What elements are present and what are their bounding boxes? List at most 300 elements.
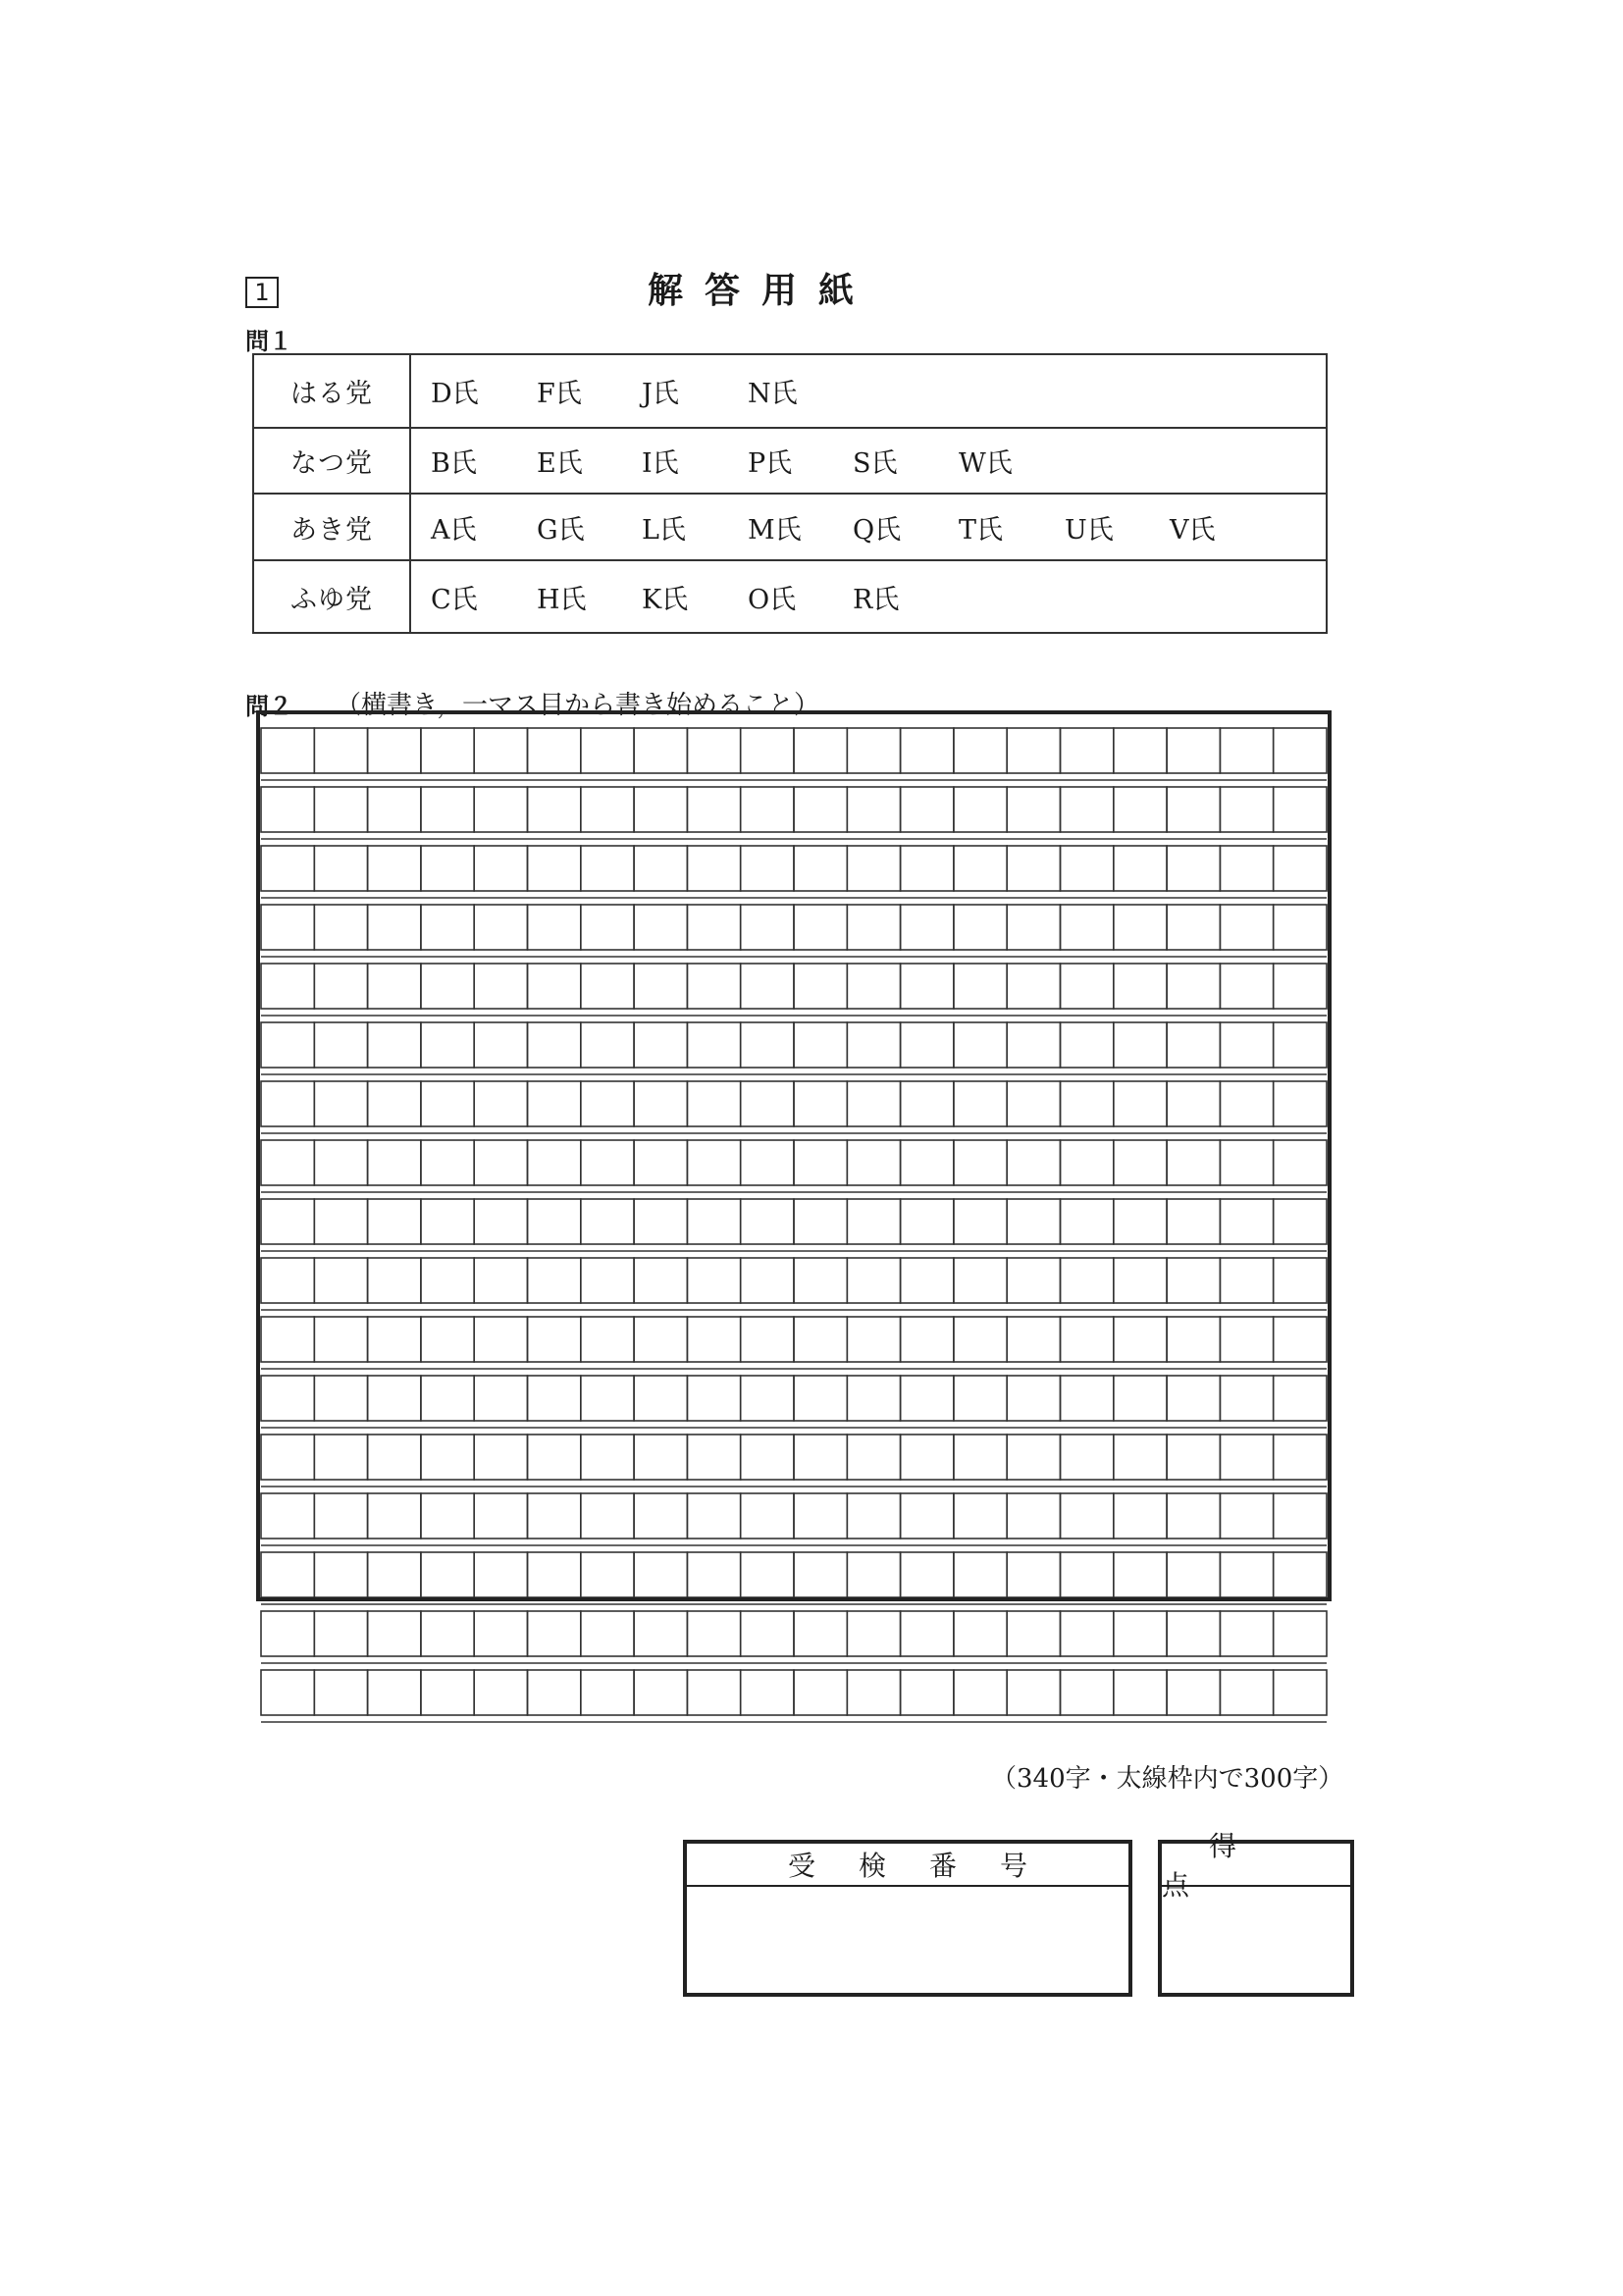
grid-row[interactable] [261,1258,1327,1303]
grid-cell[interactable] [847,905,900,950]
grid-cell[interactable] [261,728,314,773]
grid-cell[interactable] [847,964,900,1009]
grid-cell[interactable] [421,1317,474,1362]
grid-cell[interactable] [314,1376,367,1421]
grid-cell[interactable] [741,1435,794,1480]
grid-cell[interactable] [1007,1081,1060,1126]
grid-cell[interactable] [687,1552,740,1597]
grid-cell[interactable] [1114,787,1167,832]
grid-cell[interactable] [474,1611,527,1656]
grid-cell[interactable] [1167,1435,1220,1480]
grid-cell[interactable] [1114,1258,1167,1303]
grid-cell[interactable] [1274,905,1327,950]
grid-cell[interactable] [581,846,634,891]
grid-cell[interactable] [528,964,581,1009]
grid-cell[interactable] [847,1081,900,1126]
grid-cell[interactable] [368,1140,421,1185]
grid-cell[interactable] [1274,1493,1327,1539]
grid-cell[interactable] [368,787,421,832]
grid-cell[interactable] [1274,787,1327,832]
grid-cell[interactable] [634,1022,687,1068]
grid-cell[interactable] [954,728,1007,773]
grid-cell[interactable] [421,1258,474,1303]
grid-cell[interactable] [847,1317,900,1362]
grid-cell[interactable] [368,1022,421,1068]
grid-cell[interactable] [954,846,1007,891]
grid-cell[interactable] [314,1670,367,1715]
grid-cell[interactable] [1220,1140,1273,1185]
grid-cell[interactable] [581,1199,634,1244]
grid-cell[interactable] [368,1199,421,1244]
grid-cell[interactable] [421,1022,474,1068]
grid-cell[interactable] [314,1140,367,1185]
grid-row[interactable] [261,1140,1327,1185]
grid-cell[interactable] [474,1258,527,1303]
grid-cell[interactable] [421,787,474,832]
grid-cell[interactable] [1114,1022,1167,1068]
grid-cell[interactable] [421,1376,474,1421]
grid-cell[interactable] [847,1493,900,1539]
grid-cell[interactable] [741,1376,794,1421]
grid-cell[interactable] [1007,846,1060,891]
grid-cell[interactable] [1220,1081,1273,1126]
grid-cell[interactable] [794,1376,847,1421]
grid-cell[interactable] [1114,1435,1167,1480]
grid-cell[interactable] [1274,728,1327,773]
grid-cell[interactable] [261,1552,314,1597]
grid-cell[interactable] [1114,1081,1167,1126]
grid-cell[interactable] [314,1611,367,1656]
grid-cell[interactable] [901,846,954,891]
grid-cell[interactable] [528,1140,581,1185]
grid-cell[interactable] [474,787,527,832]
grid-cell[interactable] [901,1376,954,1421]
grid-cell[interactable] [474,1552,527,1597]
grid-cell[interactable] [528,787,581,832]
grid-cell[interactable] [1220,787,1273,832]
grid-cell[interactable] [1007,728,1060,773]
grid-cell[interactable] [421,1199,474,1244]
grid-cell[interactable] [474,1140,527,1185]
grid-cell[interactable] [954,1199,1007,1244]
grid-cell[interactable] [1061,1435,1114,1480]
grid-cell[interactable] [1061,846,1114,891]
grid-cell[interactable] [474,1435,527,1480]
grid-cell[interactable] [1114,1140,1167,1185]
grid-cell[interactable] [1061,1317,1114,1362]
grid-cell[interactable] [421,846,474,891]
grid-cell[interactable] [368,1670,421,1715]
grid-row[interactable] [261,905,1327,950]
grid-cell[interactable] [1220,905,1273,950]
grid-cell[interactable] [421,1140,474,1185]
grid-cell[interactable] [474,964,527,1009]
grid-cell[interactable] [687,787,740,832]
grid-cell[interactable] [794,1670,847,1715]
grid-cell[interactable] [1167,1140,1220,1185]
grid-cell[interactable] [1274,1552,1327,1597]
grid-row[interactable] [261,787,1327,832]
grid-cell[interactable] [847,1140,900,1185]
grid-cell[interactable] [634,905,687,950]
grid-cell[interactable] [954,1376,1007,1421]
grid-cell[interactable] [581,1258,634,1303]
grid-cell[interactable] [1167,1376,1220,1421]
grid-cell[interactable] [581,1611,634,1656]
grid-cell[interactable] [1274,964,1327,1009]
grid-cell[interactable] [1007,1493,1060,1539]
grid-cell[interactable] [528,1199,581,1244]
grid-cell[interactable] [1061,1081,1114,1126]
grid-cell[interactable] [1274,1611,1327,1656]
grid-cell[interactable] [901,1611,954,1656]
grid-cell[interactable] [261,1317,314,1362]
grid-cell[interactable] [954,1493,1007,1539]
grid-cell[interactable] [1220,846,1273,891]
grid-cell[interactable] [581,1435,634,1480]
grid-cell[interactable] [314,787,367,832]
grid-cell[interactable] [847,1435,900,1480]
grid-cell[interactable] [634,1258,687,1303]
grid-cell[interactable] [847,1611,900,1656]
grid-cell[interactable] [1007,1317,1060,1362]
grid-cell[interactable] [314,1435,367,1480]
grid-cell[interactable] [1220,1493,1273,1539]
grid-cell[interactable] [421,1435,474,1480]
grid-cell[interactable] [741,787,794,832]
grid-cell[interactable] [1167,1317,1220,1362]
grid-cell[interactable] [1167,1022,1220,1068]
grid-cell[interactable] [687,1022,740,1068]
grid-cell[interactable] [741,964,794,1009]
grid-cell[interactable] [847,846,900,891]
grid-cell[interactable] [261,1199,314,1244]
grid-cell[interactable] [474,1199,527,1244]
grid-row[interactable] [261,1670,1327,1715]
grid-cell[interactable] [1007,905,1060,950]
grid-cell[interactable] [794,1140,847,1185]
grid-cell[interactable] [1274,1199,1327,1244]
grid-cell[interactable] [1274,1022,1327,1068]
grid-cell[interactable] [634,964,687,1009]
grid-cell[interactable] [954,787,1007,832]
grid-cell[interactable] [1167,1493,1220,1539]
grid-cell[interactable] [1007,1670,1060,1715]
grid-cell[interactable] [474,728,527,773]
grid-cell[interactable] [901,1022,954,1068]
grid-cell[interactable] [847,1670,900,1715]
grid-cell[interactable] [368,1376,421,1421]
grid-cell[interactable] [314,964,367,1009]
grid-cell[interactable] [1167,905,1220,950]
grid-cell[interactable] [687,1199,740,1244]
grid-cell[interactable] [1007,964,1060,1009]
grid-cell[interactable] [314,1552,367,1597]
grid-cell[interactable] [528,1670,581,1715]
grid-cell[interactable] [421,964,474,1009]
grid-cell[interactable] [368,964,421,1009]
grid-cell[interactable] [847,1199,900,1244]
grid-cell[interactable] [847,1022,900,1068]
grid-cell[interactable] [794,1493,847,1539]
grid-row[interactable] [261,1317,1327,1362]
grid-row[interactable] [261,1376,1327,1421]
grid-cell[interactable] [954,905,1007,950]
grid-cell[interactable] [1114,846,1167,891]
grid-cell[interactable] [634,728,687,773]
grid-cell[interactable] [687,905,740,950]
grid-cell[interactable] [1061,1670,1114,1715]
grid-cell[interactable] [794,964,847,1009]
grid-cell[interactable] [1061,905,1114,950]
grid-cell[interactable] [528,1552,581,1597]
grid-cell[interactable] [1114,1317,1167,1362]
grid-cell[interactable] [314,1199,367,1244]
grid-cell[interactable] [1167,846,1220,891]
grid-cell[interactable] [794,1199,847,1244]
grid-cell[interactable] [261,1081,314,1126]
grid-cell[interactable] [528,1611,581,1656]
grid-cell[interactable] [901,1258,954,1303]
grid-cell[interactable] [1114,1199,1167,1244]
grid-cell[interactable] [528,728,581,773]
grid-cell[interactable] [581,1376,634,1421]
grid-row[interactable] [261,728,1327,773]
grid-cell[interactable] [581,964,634,1009]
grid-cell[interactable] [687,1670,740,1715]
grid-cell[interactable] [687,964,740,1009]
grid-cell[interactable] [1061,1140,1114,1185]
grid-row[interactable] [261,846,1327,891]
grid-cell[interactable] [1274,1376,1327,1421]
grid-cell[interactable] [1061,728,1114,773]
grid-cell[interactable] [581,1493,634,1539]
grid-row[interactable] [261,1199,1327,1244]
grid-cell[interactable] [261,1435,314,1480]
grid-cell[interactable] [528,905,581,950]
grid-cell[interactable] [261,1140,314,1185]
grid-cell[interactable] [634,846,687,891]
grid-cell[interactable] [528,1317,581,1362]
grid-cell[interactable] [954,1435,1007,1480]
grid-cell[interactable] [1220,1611,1273,1656]
grid-cell[interactable] [368,1317,421,1362]
grid-cell[interactable] [1274,1258,1327,1303]
grid-cell[interactable] [1274,1317,1327,1362]
grid-cell[interactable] [847,1376,900,1421]
grid-cell[interactable] [741,1199,794,1244]
grid-row[interactable] [261,1611,1327,1656]
grid-cell[interactable] [581,1140,634,1185]
grid-cell[interactable] [687,1435,740,1480]
grid-cell[interactable] [634,1199,687,1244]
grid-cell[interactable] [794,905,847,950]
exam-number-box[interactable] [683,1840,1132,1997]
grid-cell[interactable] [1220,964,1273,1009]
grid-cell[interactable] [1114,905,1167,950]
grid-cell[interactable] [954,1552,1007,1597]
grid-cell[interactable] [954,1611,1007,1656]
grid-cell[interactable] [901,905,954,950]
grid-cell[interactable] [687,1081,740,1126]
grid-cell[interactable] [687,846,740,891]
grid-cell[interactable] [1061,1258,1114,1303]
grid-cell[interactable] [954,1670,1007,1715]
grid-cell[interactable] [954,964,1007,1009]
grid-cell[interactable] [1114,964,1167,1009]
grid-cell[interactable] [741,1022,794,1068]
grid-cell[interactable] [581,728,634,773]
grid-cell[interactable] [634,787,687,832]
grid-cell[interactable] [1220,1670,1273,1715]
grid-cell[interactable] [314,1317,367,1362]
grid-cell[interactable] [1007,1435,1060,1480]
grid-cell[interactable] [1274,1435,1327,1480]
grid-cell[interactable] [901,1317,954,1362]
grid-cell[interactable] [581,905,634,950]
grid-cell[interactable] [741,728,794,773]
grid-cell[interactable] [474,1317,527,1362]
grid-cell[interactable] [474,1493,527,1539]
grid-cell[interactable] [421,1611,474,1656]
grid-cell[interactable] [314,1081,367,1126]
grid-cell[interactable] [794,1552,847,1597]
grid-cell[interactable] [741,1552,794,1597]
grid-cell[interactable] [687,1317,740,1362]
grid-cell[interactable] [1007,1258,1060,1303]
grid-cell[interactable] [687,1611,740,1656]
grid-cell[interactable] [1167,964,1220,1009]
grid-cell[interactable] [314,1258,367,1303]
grid-cell[interactable] [687,1376,740,1421]
grid-cell[interactable] [794,728,847,773]
grid-cell[interactable] [261,1611,314,1656]
grid-cell[interactable] [1114,1670,1167,1715]
grid-cell[interactable] [794,1258,847,1303]
grid-cell[interactable] [1220,1258,1273,1303]
grid-cell[interactable] [794,1317,847,1362]
grid-cell[interactable] [261,1258,314,1303]
grid-row[interactable] [261,1552,1327,1597]
grid-cell[interactable] [421,905,474,950]
grid-cell[interactable] [687,1140,740,1185]
grid-cell[interactable] [1274,1670,1327,1715]
grid-cell[interactable] [421,1670,474,1715]
grid-cell[interactable] [368,905,421,950]
grid-cell[interactable] [794,1611,847,1656]
grid-row[interactable] [261,964,1327,1009]
grid-cell[interactable] [634,1317,687,1362]
grid-cell[interactable] [794,1022,847,1068]
grid-row[interactable] [261,1493,1327,1539]
grid-cell[interactable] [901,1140,954,1185]
grid-cell[interactable] [474,905,527,950]
grid-cell[interactable] [687,1258,740,1303]
grid-cell[interactable] [528,1022,581,1068]
grid-row[interactable] [261,1435,1327,1480]
grid-cell[interactable] [1114,1376,1167,1421]
grid-cell[interactable] [1167,1258,1220,1303]
grid-cell[interactable] [314,905,367,950]
grid-cell[interactable] [1220,1317,1273,1362]
grid-cell[interactable] [1167,1552,1220,1597]
grid-cell[interactable] [474,1081,527,1126]
grid-cell[interactable] [741,1493,794,1539]
grid-cell[interactable] [261,1376,314,1421]
grid-cell[interactable] [261,964,314,1009]
grid-cell[interactable] [1167,1199,1220,1244]
grid-cell[interactable] [741,905,794,950]
grid-cell[interactable] [794,1081,847,1126]
grid-cell[interactable] [901,1081,954,1126]
grid-cell[interactable] [314,846,367,891]
grid-cell[interactable] [581,1317,634,1362]
grid-cell[interactable] [368,1611,421,1656]
grid-cell[interactable] [1061,964,1114,1009]
grid-cell[interactable] [687,728,740,773]
grid-cell[interactable] [741,1258,794,1303]
grid-cell[interactable] [528,1376,581,1421]
grid-cell[interactable] [528,1258,581,1303]
grid-cell[interactable] [368,1552,421,1597]
grid-cell[interactable] [634,1081,687,1126]
grid-cell[interactable] [1007,787,1060,832]
grid-cell[interactable] [368,728,421,773]
grid-cell[interactable] [1007,1552,1060,1597]
grid-cell[interactable] [1220,1552,1273,1597]
grid-cell[interactable] [634,1376,687,1421]
grid-cell[interactable] [1220,1199,1273,1244]
grid-cell[interactable] [1007,1199,1060,1244]
grid-cell[interactable] [901,1670,954,1715]
grid-cell[interactable] [1220,728,1273,773]
grid-cell[interactable] [1167,1611,1220,1656]
grid-cell[interactable] [634,1552,687,1597]
grid-cell[interactable] [1114,1552,1167,1597]
grid-cell[interactable] [261,905,314,950]
grid-cell[interactable] [1061,1022,1114,1068]
grid-cell[interactable] [954,1022,1007,1068]
grid-row[interactable] [261,1081,1327,1126]
grid-cell[interactable] [581,1081,634,1126]
grid-cell[interactable] [368,1258,421,1303]
grid-cell[interactable] [741,1317,794,1362]
grid-cell[interactable] [368,846,421,891]
grid-cell[interactable] [581,1670,634,1715]
grid-cell[interactable] [901,1199,954,1244]
grid-cell[interactable] [741,1611,794,1656]
grid-cell[interactable] [474,846,527,891]
grid-cell[interactable] [1167,1081,1220,1126]
grid-cell[interactable] [847,1552,900,1597]
grid-cell[interactable] [368,1081,421,1126]
grid-cell[interactable] [474,1376,527,1421]
grid-cell[interactable] [421,1552,474,1597]
grid-cell[interactable] [581,787,634,832]
grid-cell[interactable] [314,1022,367,1068]
grid-cell[interactable] [528,1081,581,1126]
grid-cell[interactable] [1007,1022,1060,1068]
grid-cell[interactable] [314,728,367,773]
grid-cell[interactable] [261,1670,314,1715]
grid-cell[interactable] [1167,1670,1220,1715]
grid-cell[interactable] [1007,1140,1060,1185]
grid-cell[interactable] [1061,1552,1114,1597]
grid-cell[interactable] [634,1493,687,1539]
grid-cell[interactable] [314,1493,367,1539]
grid-cell[interactable] [261,787,314,832]
grid-cell[interactable] [1220,1435,1273,1480]
